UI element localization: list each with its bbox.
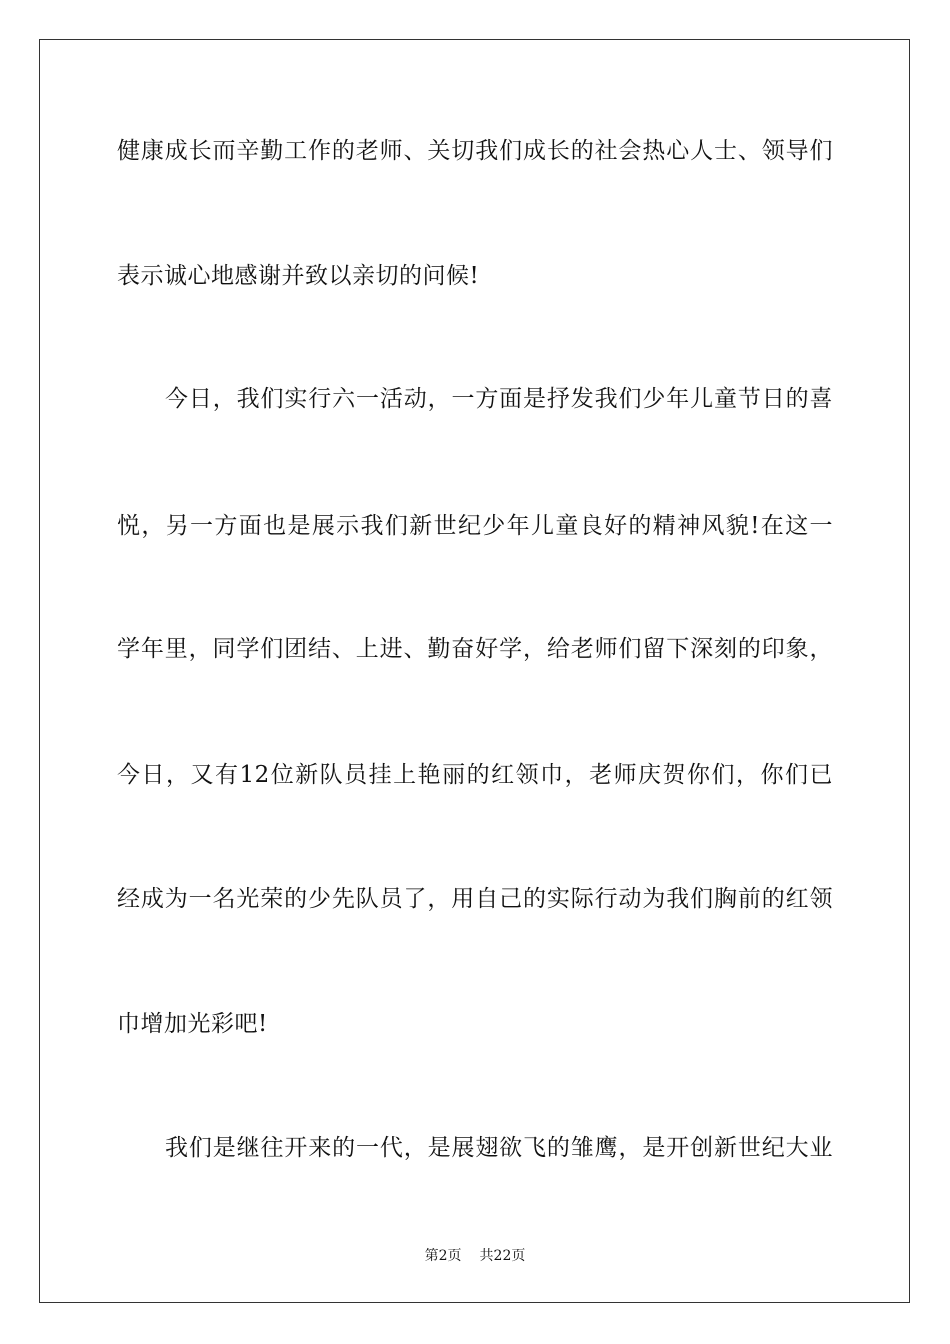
body-line-1: 健康成长而辛勤工作的老师、关切我们成长的社会热心人士、领导们 (117, 138, 833, 164)
page-frame (39, 39, 910, 1303)
body-line-9: 我们是继往开来的一代，是展翅欲飞的雏鹰，是开创新世纪大业 (165, 1135, 833, 1161)
body-line-4: 悦，另一方面也是展示我们新世纪少年儿童良好的精神风貌!在这一 (117, 513, 833, 539)
body-line-6: 今日，又有12位新队员挂上艳丽的红领巾，老师庆贺你们，你们已 (117, 762, 833, 788)
page-footer (0, 1246, 950, 1266)
body-line-2: 表示诚心地感谢并致以亲切的问候! (117, 263, 480, 289)
page-total: 共22页 (479, 1248, 526, 1264)
page-number: 第2页 (424, 1248, 462, 1264)
body-line-5: 学年里，同学们团结、上进、勤奋好学，给老师们留下深刻的印象， (117, 636, 833, 662)
body-line-7: 经成为一名光荣的少先队员了，用自己的实际行动为我们胸前的红领 (117, 886, 833, 912)
body-line-3: 今日，我们实行六一活动，一方面是抒发我们少年儿童节日的喜 (165, 386, 833, 412)
body-line-8: 巾增加光彩吧! (117, 1011, 268, 1037)
